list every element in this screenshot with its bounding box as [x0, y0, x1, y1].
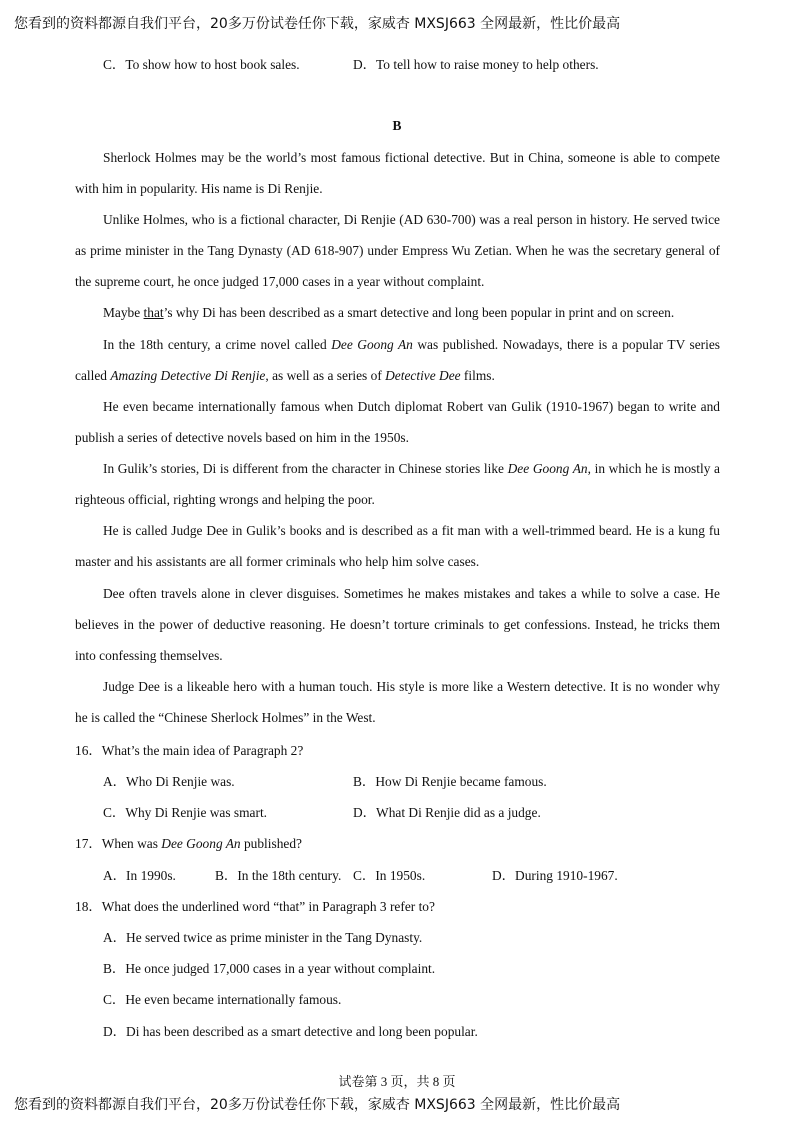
passage-paragraph-9: Judge Dee is a likeable hero with a human touch. His style is more like a Western detective. It is no wonder why he is called the “Chinese Sherlock Holmes” in the West.: [75, 679, 720, 725]
passage-paragraph-8: Dee often travels alone in clever disguises. Sometimes he makes mistakes and takes a while to solve a case. He believes in the power of deductive reasoning. He doesn’t torture criminals to get confessions. Instead, he tricks them into confessing themselves.: [75, 586, 720, 663]
underlined-word-that: that: [143, 305, 164, 320]
question-18-option-d: D．Di has been described as a smart detective and long been popular.: [103, 1024, 478, 1039]
question-18-stem: 18．What does the underlined word “that” in Paragraph 3 refer to?: [75, 899, 435, 914]
book-title: Dee Goong An: [331, 337, 413, 352]
question-16-option-c: C．Why Di Renjie was smart.: [103, 805, 268, 820]
prev-question-option-c: C．To show how to host book sales.: [103, 57, 300, 72]
passage-paragraph-7: He is called Judge Dee in Gulik’s books and is described as a fit man with a well-trimmed beard. He is a kung fu master and his assistants are all former criminals who help him solve cases.: [75, 523, 720, 569]
section-label: B: [392, 118, 402, 133]
passage-paragraph-2: Unlike Holmes, who is a fictional character, Di Renjie (AD 630-700) was a real person in history. He served twice as prime minister in the Tang Dynasty (AD 618-907) under Empress Wu Zetian. When he was the secretary general of the supreme court, he once judged 17,000 cases in a year without complaint.: [75, 212, 720, 289]
question-16-option-a: A．Who Di Renjie was.: [103, 774, 235, 789]
question-17-option-a: A．In 1990s.: [103, 868, 176, 883]
passage-paragraph-1: Sherlock Holmes may be the world’s most famous fictional detective. But in China, someone is able to compete with him in popularity. His name is Di Renjie.: [75, 150, 720, 196]
question-18-option-b: B．He once judged 17,000 cases in a year without complaint.: [103, 961, 436, 976]
prev-question-option-d: D．To tell how to raise money to help others.: [353, 57, 599, 72]
tv-series-title: Amazing Detective Di Renjie: [110, 368, 266, 383]
question-17-option-b: B．In the 18th century.: [215, 868, 342, 883]
book-title: Dee Goong An: [507, 461, 588, 476]
question-17-option-c: C．In 1950s.: [353, 868, 426, 883]
question-16-option-d: D．What Di Renjie did as a judge.: [353, 805, 541, 820]
passage-paragraph-4: In the 18th century, a crime novel called Dee Goong An was published. Nowadays, there is a popular TV series called Amazing Detective Di Renjie, as well as a series of Detective Dee films.: [75, 337, 721, 383]
promo-banner-bottom: 您看到的资料都源自我们平台，20多万份试卷任你下载，家威杏 MXSJ663 全网最新，性比价最高: [14, 1097, 621, 1113]
passage-paragraph-3: Maybe that’s why Di has been described as a smart detective and long been popular in print and on screen.: [103, 305, 675, 320]
promo-banner-top: 您看到的资料都源自我们平台，20多万份试卷任你下载，家威杏 MXSJ663 全网最新，性比价最高: [14, 16, 621, 32]
question-16-stem: 16．What’s the main idea of Paragraph 2?: [75, 743, 304, 758]
question-18-option-a: A．He served twice as prime minister in the Tang Dynasty.: [103, 930, 423, 945]
page-footer: 试卷第 3 页，共 8 页: [338, 1074, 456, 1089]
passage-paragraph-5: He even became internationally famous when Dutch diplomat Robert van Gulik (1910-1967) began to write and publish a series of detective novels based on him in the 1950s.: [75, 399, 720, 445]
film-series-title: Detective Dee: [385, 368, 461, 383]
question-16-option-b: B．How Di Renjie became famous.: [353, 774, 547, 789]
question-17-stem: 17．When was Dee Goong An published?: [75, 836, 302, 851]
question-17-option-d: D．During 1910-1967.: [492, 868, 618, 883]
question-18-option-c: C．He even became internationally famous.: [103, 992, 342, 1007]
book-title: Dee Goong An: [161, 836, 241, 851]
passage-paragraph-6: In Gulik’s stories, Di is different from the character in Chinese stories like Dee Goong An, in which he is mostly a righteous official, righting wrongs and helping the poor.: [75, 461, 720, 507]
